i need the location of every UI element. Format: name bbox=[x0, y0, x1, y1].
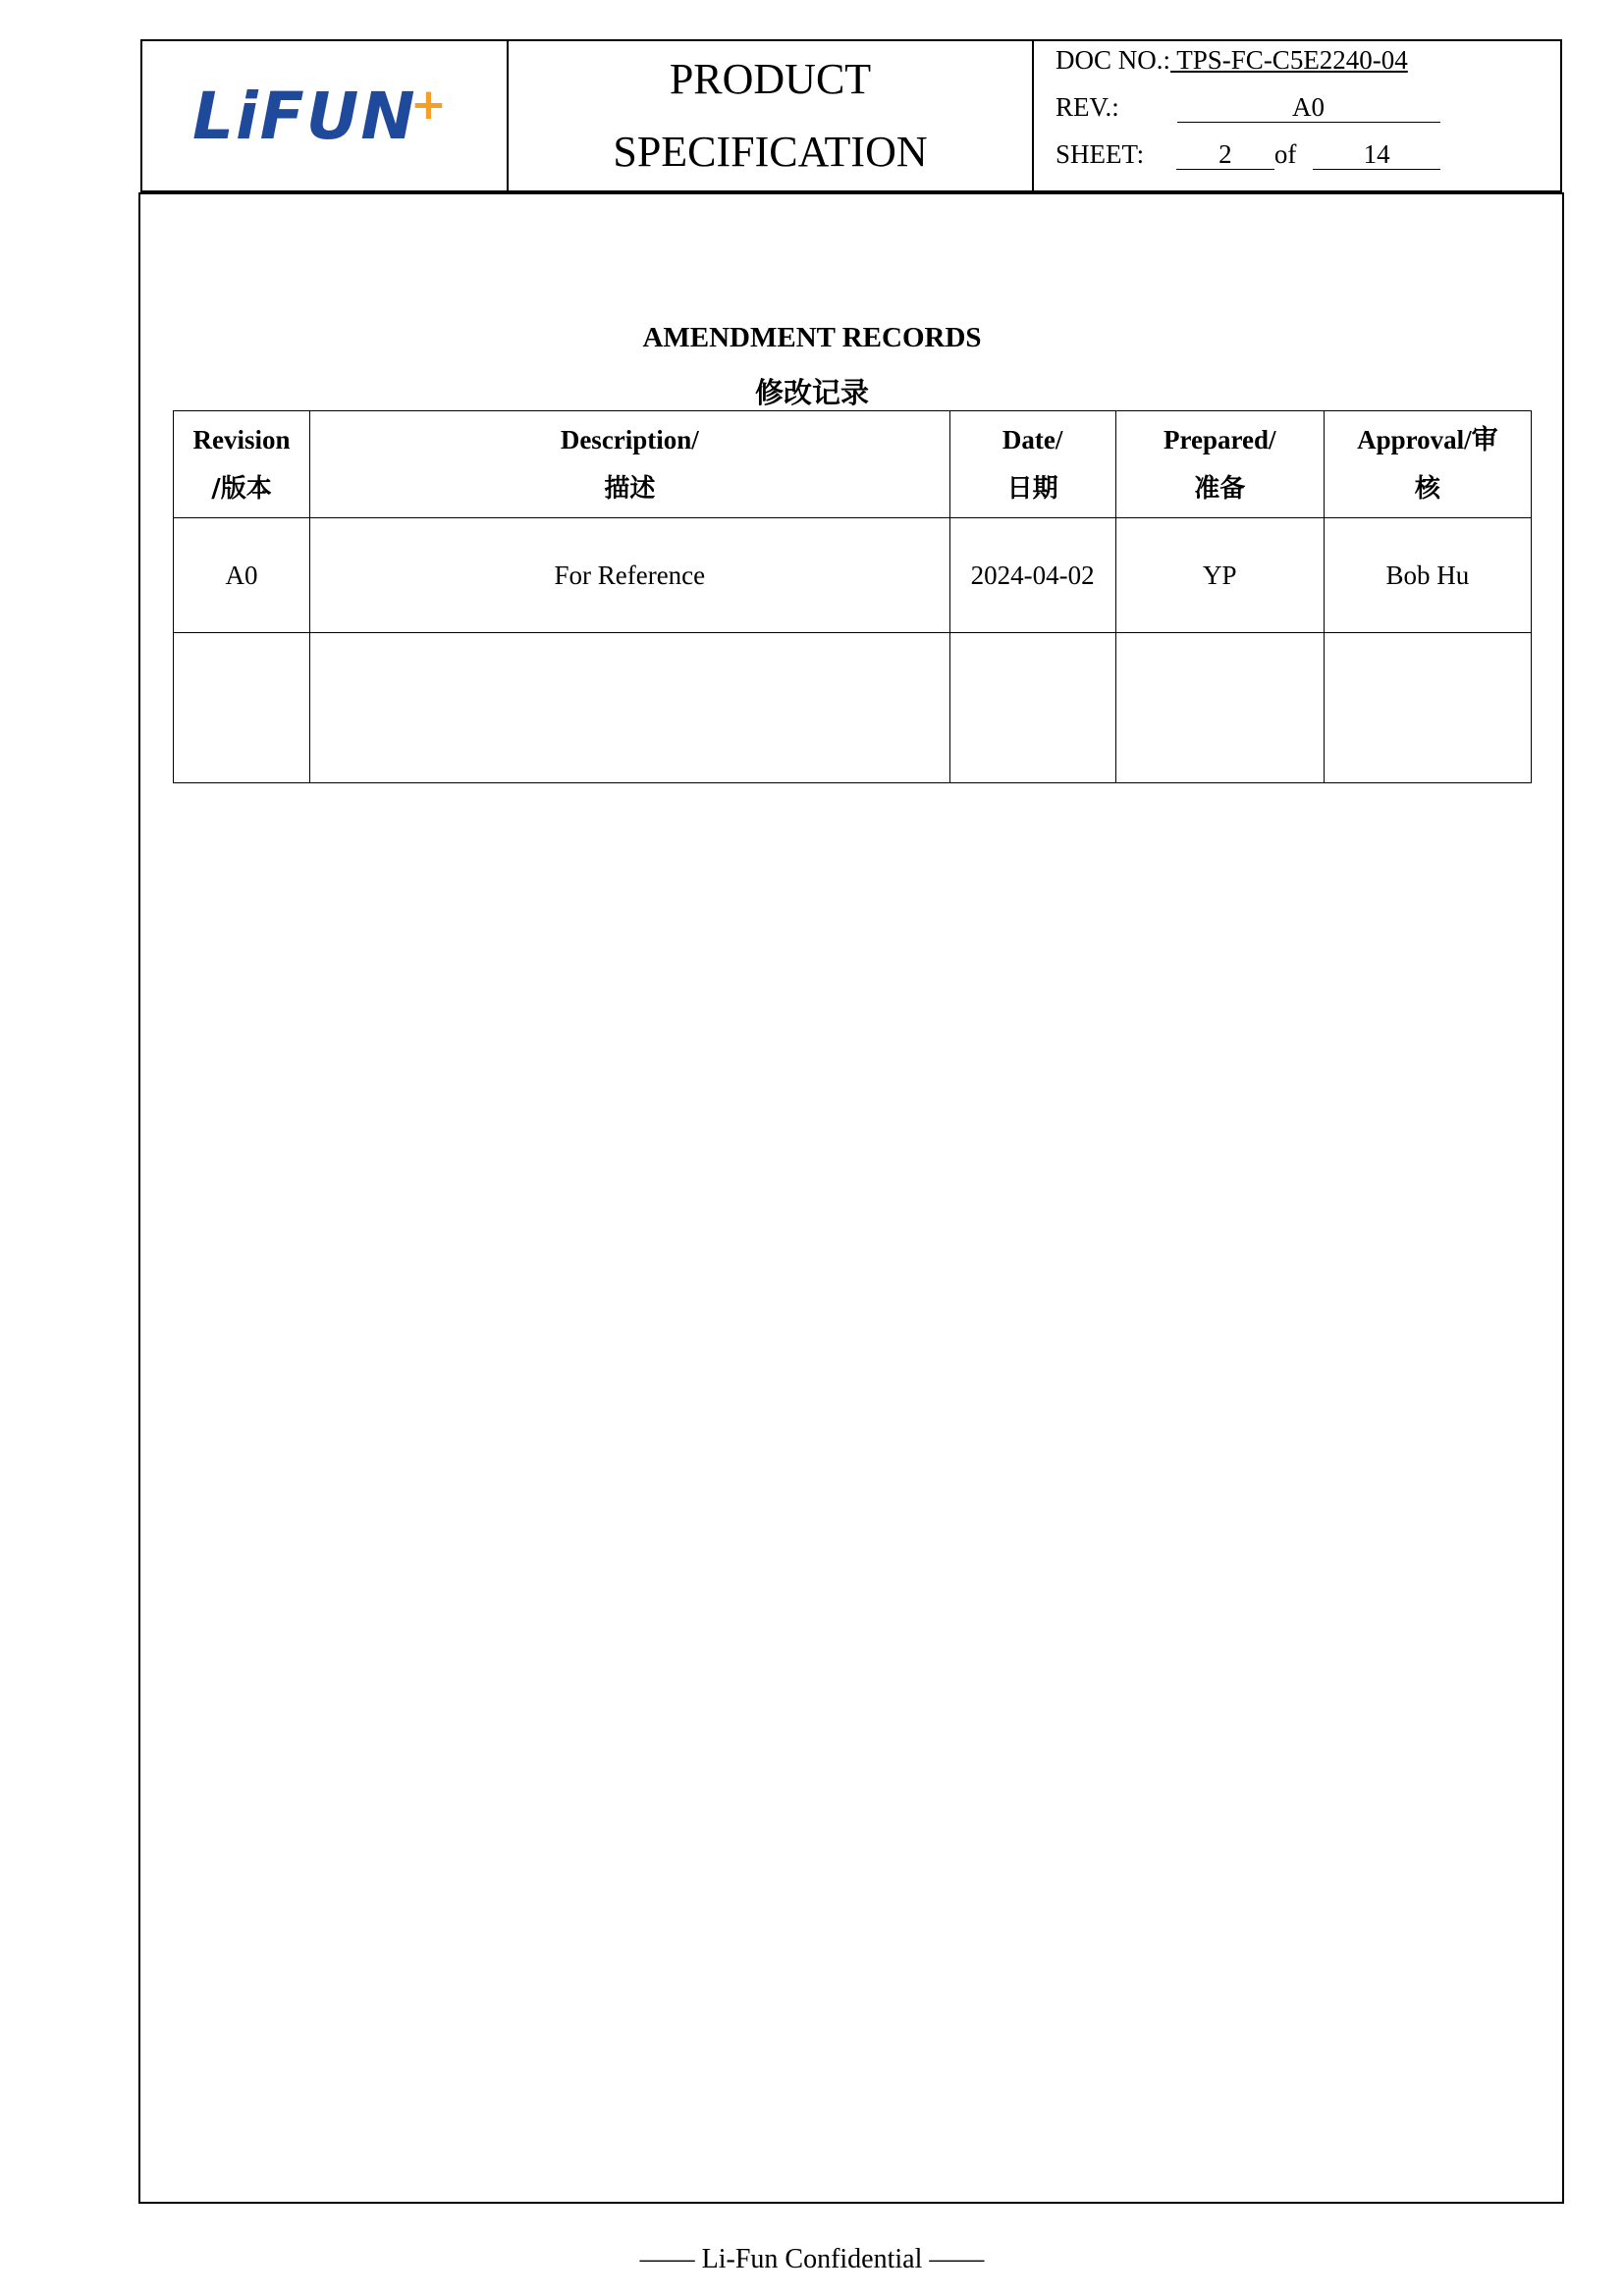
rev-value: A0 bbox=[1177, 92, 1440, 123]
sheet-total: 14 bbox=[1313, 139, 1440, 170]
header-revision: Revision /版本 bbox=[174, 411, 310, 518]
sheet-label: SHEET: bbox=[1056, 139, 1145, 169]
logo-cell bbox=[142, 41, 509, 190]
cell-prepared: YP bbox=[1115, 518, 1324, 633]
cell-description: For Reference bbox=[310, 518, 949, 633]
table-row bbox=[174, 633, 1532, 783]
meta-cell bbox=[1034, 41, 1560, 190]
cell-date: 2024-04-02 bbox=[949, 518, 1115, 633]
section-title-en: AMENDMENT RECORDS bbox=[642, 322, 982, 353]
cell-description bbox=[310, 633, 949, 783]
confidential-footer: —— Li-Fun Confidential —— bbox=[639, 2244, 985, 2274]
sheet-value: 2 bbox=[1176, 139, 1274, 170]
document-header bbox=[140, 39, 1562, 192]
header-approval: Approval/审 核 bbox=[1324, 411, 1531, 518]
sheet-of: of bbox=[1273, 139, 1297, 169]
cell-revision: A0 bbox=[174, 518, 310, 633]
cell-approval: Bob Hu bbox=[1324, 518, 1531, 633]
rev-label: REV.: bbox=[1056, 92, 1119, 122]
title-cell bbox=[509, 41, 1034, 190]
lifun-logo bbox=[192, 81, 458, 150]
sheet-row bbox=[1056, 139, 1440, 170]
doc-no-value: TPS-FC-C5E2240-04 bbox=[1170, 45, 1408, 75]
header-description: Description/ 描述 bbox=[310, 411, 949, 518]
svg-text:+: + bbox=[409, 81, 447, 130]
title-line-2: SPECIFICATION bbox=[613, 128, 928, 176]
section-title-cn: 修改记录 bbox=[754, 376, 869, 409]
svg-text:LiFUN: LiFUN bbox=[191, 81, 417, 150]
table-row bbox=[174, 518, 1532, 633]
cell-date bbox=[949, 633, 1115, 783]
title-line-1: PRODUCT bbox=[669, 55, 872, 103]
header-prepared: Prepared/ 准备 bbox=[1115, 411, 1324, 518]
doc-no-row bbox=[1056, 45, 1408, 76]
cell-approval bbox=[1324, 633, 1531, 783]
doc-no-label: DOC NO.: bbox=[1056, 45, 1171, 75]
cell-revision bbox=[174, 633, 310, 783]
cell-prepared bbox=[1115, 633, 1324, 783]
amendment-table bbox=[173, 410, 1532, 783]
table-header-row bbox=[174, 411, 1532, 518]
header-date: Date/ 日期 bbox=[949, 411, 1115, 518]
rev-row bbox=[1056, 92, 1440, 123]
